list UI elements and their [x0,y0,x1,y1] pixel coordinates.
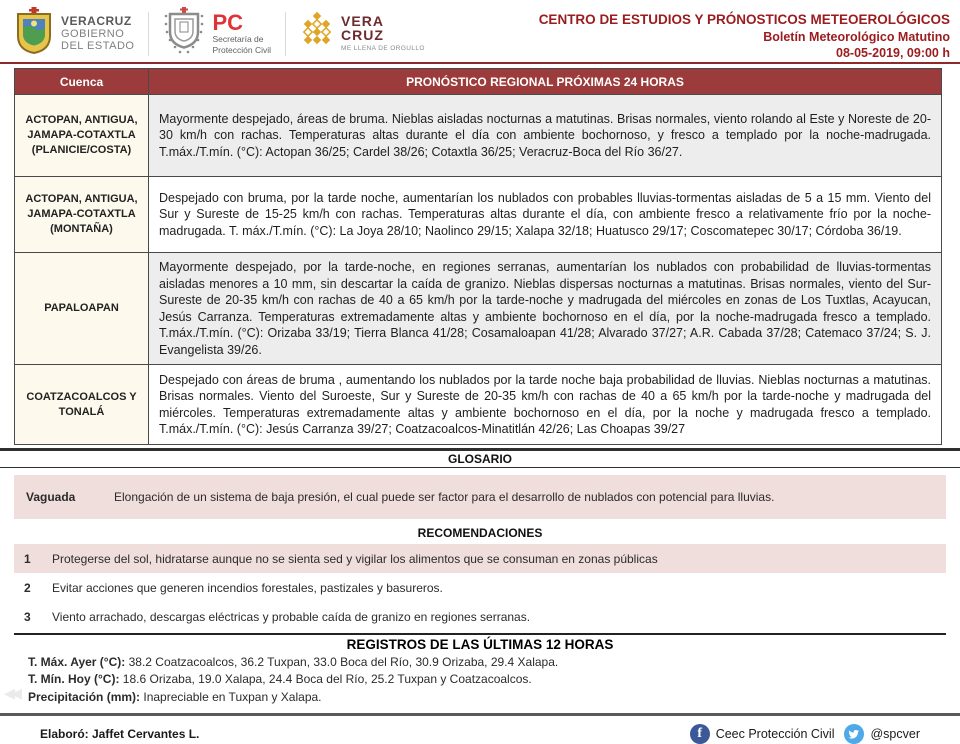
recomendaciones-title: RECOMENDACIONES [417,526,543,540]
social-links [690,724,920,744]
vcz-word1: VERA [341,13,384,30]
recommendation-number: 1 [24,551,31,566]
proteccion-civil-logo [163,6,271,61]
elaboro-credit: Elaboró: Jaffet Cervantes L. [40,727,200,742]
registro-label: Precipitación (mm): [28,689,141,704]
gov-logo [14,7,134,60]
glosario-definition: Elongación de un sistema de baja presión, el cual puede ser factor para el desarrollo de nublados con potencial para lluvias. [114,490,775,504]
cuenca-cell: COATZACOALCOS Y TONALÁ [15,365,149,445]
gov-logo-line1: VERACRUZ [61,13,132,28]
registros-title: REGISTROS DE LAS ÚLTIMAS 12 HORAS [346,636,614,652]
table-row [15,365,942,445]
registro-value: Inapreciable en Tuxpan y Xalapa. [143,689,322,704]
facebook-link[interactable] [690,724,835,744]
registro-line [28,690,946,706]
facebook-label: Ceec Protección Civil [715,727,835,742]
forecast-table-header-row [15,69,942,95]
twitter-label: @spcver [870,727,920,742]
list-item [14,573,946,602]
table-row [15,95,942,177]
header-rule [0,62,960,64]
registro-label: T. Máx. Ayer (°C): [28,654,126,669]
veracruz-brand-logo [300,11,425,56]
section-rule [14,633,946,635]
list-item [14,544,946,573]
forecast-cell: Mayormente despejado, áreas de bruma. Nieblas aisladas nocturnas a matutinas. Brisas normales, viento rolando al Este y Noreste de 20-30 km/h con rachas. Temperaturas altas durante el día con ambiente bochornoso, y fresco a templado por la noche-madrugada. T.máx./T.mín. (°C): Actopan 36/25; Cardel 38/26; Cotaxtla 36/25; Veracruz-Boca del Río 36/27. [149,95,942,177]
cuenca-column-header: Cuenca [15,69,149,95]
watermark: ◂◂ [4,680,19,705]
forecast-column-header: PRONÓSTICO REGIONAL PRÓXIMAS 24 HORAS [149,69,942,95]
veracruz-brand-text [341,15,425,52]
cuenca-cell: ACTOPAN, ANTIGUA, JAMAPA-COTAXTLA (MONTAÑA) [15,177,149,253]
pc-logo-text [212,9,272,55]
twitter-icon [844,724,864,744]
forecast-table [14,68,942,445]
glosario-title: GLOSARIO [447,451,512,466]
recommendation-number: 3 [24,609,31,624]
registro-line [28,672,946,688]
recommendation-text: Viento arrachado, descargas eléctricas y probable caída de granizo en regiones serranas. [52,609,531,624]
logo-divider [285,12,286,56]
pc-abbr: PC [212,9,244,35]
list-item [14,602,946,631]
table-row [15,253,942,365]
veracruz-ornament-icon [300,11,334,56]
forecast-cell: Despejado con áreas de bruma , aumentando los nublados por la tarde noche baja probabilidad de lluvias. Nieblas nocturnas a matutinas. Brisas normales. Viento del Suroeste, Sur y Sureste de 20-35 km/h con rachas de 40 a 65 km/h por la tarde-noche y madrugada del miércoles. Temperaturas extremadamente altas y ambiente bochornoso en el día, por la noche y madrugada fresco a templado. T.máx./T.mín. (°C): Jesús Carranza 39/27; Coatzacoalcos-Minatitlán 42/26; Las Choapas 39/27 [149,365,942,445]
forecast-cell: Mayormente despejado, por la tarde-noche, en regiones serranas, aumentarían los nublados con probabilidad de lluvias-tormentas aisladas menores a 10 mm, sin descartar la caída de granizo. Nieblas dispersas nocturnas a matutinas. Brisas normales, viento del Sur-Sureste de 20-35 km/h con rachas de 40 a 65 km/h por la tarde-noche y madrugada del miércoles en zonas de Los Tuxtlas, Acayucan, Jesús Carranza. Temperaturas extremadamente altas y ambiente bochornoso en el día, por la noche-madrugada fresco a templado. T.máx./T.mín. (°C): Orizaba 33/19; Tierra Blanca 41/28; Cosamaloapan 41/28; Alvarado 37/27; A.R. Cabada 37/28; Catemaco 37/24; S. J. Evangelista 39/26. [149,253,942,365]
vcz-tagline: ME LLENA DE ORGULLO [341,44,425,52]
header [0,4,960,60]
gov-logo-line3: DEL ESTADO [61,40,135,53]
veracruz-coat-of-arms-icon [14,7,54,60]
glosario-entry [14,475,946,519]
registros-lines [28,655,946,706]
cuenca-cell: ACTOPAN, ANTIGUA, JAMAPA-COTAXTLA (PLANICIE/COSTA) [15,95,149,177]
recommendation-text: Protegerse del sol, hidratarse aunque no se sienta sed y vigilar los alimentos que se consuman en zonas públicas [52,551,658,566]
pc-shield-icon [163,6,205,61]
org-title: CENTRO DE ESTUDIOS Y PRÓNOSTICOS METEOEROLÓGICOS [538,12,950,27]
recommendation-text: Evitar acciones que generen incendios forestales, pastizales y basureros. [52,580,443,595]
twitter-link[interactable] [844,724,920,744]
registro-value: 38.2 Coatzacoalcos, 36.2 Tuxpan, 33.0 Boca del Río, 30.9 Orizaba, 29.4 Xalapa. [128,654,559,669]
pc-sub2: Protección Civil [212,44,272,55]
logo-divider [148,12,149,56]
recommendation-number: 2 [24,580,31,595]
vcz-word2: CRUZ [341,26,384,43]
registro-line [28,655,946,671]
bulletin-title: Boletín Meteorológico Matutino [763,30,950,44]
header-titles [539,6,950,60]
registro-label: T. Mín. Hoy (°C): [28,672,120,687]
forecast-cell: Despejado con bruma, por la tarde noche, aumentarían los nublados con probables lluvias-tormentas aisladas de 5 a 15 mm. Viento del Sur y Sureste de 15-25 km/h con rachas. Temperaturas altas durante el día, con ambiente fresco a relativamente frío por la noche-madrugada. T. máx./T.mín. (°C): La Joya 28/10; Naolinco 29/15; Xalapa 32/18; Huatusco 29/17; Coscomatepec 30/17; Córdoba 36/19. [149,177,942,253]
gov-logo-line2: GOBIERNO [61,28,125,40]
registro-value: 18.6 Orizaba, 19.0 Xalapa, 24.4 Boca del Río, 25.2 Tuxpan y Coatzacoalcos. [122,672,532,687]
facebook-icon: f [690,724,710,744]
glosario-term: Vaguada [26,490,76,504]
section-rule [0,467,960,469]
table-row [15,177,942,253]
pc-sub1: Secretaría de [212,33,264,44]
cuenca-cell: PAPALOAPAN [15,253,149,365]
footer [0,716,960,744]
gov-logo-text [61,15,134,52]
bulletin-datetime: 08-05-2019, 09:00 h [836,46,950,60]
logo-strip [14,6,425,61]
